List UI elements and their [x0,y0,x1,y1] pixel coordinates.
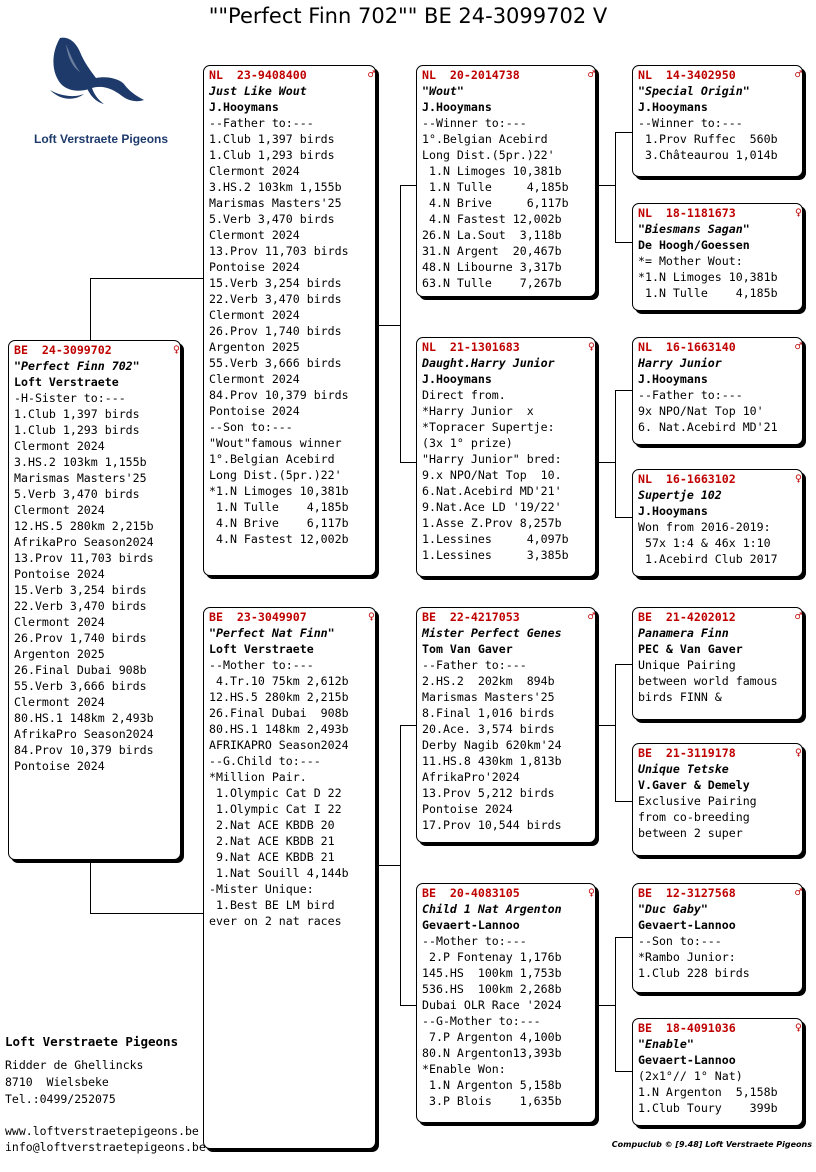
result-line: (3x 1° prize) [422,436,513,450]
result-line: between world famous [638,674,778,688]
result-line: 20.Ace. 3,574 birds [422,722,555,736]
result-line: 1.N Argenton 5,158b [422,1078,562,1092]
result-line: 84.Prov 10,379 birds [14,743,154,757]
pigeon-card-sire-dam [416,337,596,577]
result-line: (2x1°// 1° Nat) [638,1069,743,1083]
pigeon-card-sdd [632,469,803,577]
result-line: 84.Prov 10,379 birds [209,388,349,402]
footer-tel: Tel.:0499/252075 [5,1092,116,1106]
breeder-name: J.Hooymans [638,100,708,114]
connector [90,860,91,913]
result-line: --G.Child to:--- [209,754,321,768]
connector [615,390,616,517]
footer-address [5,1033,178,1108]
ring-number: BE 18-4091036 [638,1021,736,1035]
result-line: 26.N La.Sout 3,118b [422,228,562,242]
ring-number: NL 16-1663102 [638,472,736,486]
result-line: Pontoise 2024 [209,260,300,274]
pigeon-card-dds [632,883,803,993]
breeder-name: Loft Verstraete [14,375,119,389]
result-line: 4.N Fastest 12,002b [209,532,349,546]
ring-number: NL 16-1663140 [638,340,736,354]
result-line: 1°.Belgian Acebird [422,132,548,146]
result-line: AfrikaPro Season2024 [14,727,154,741]
pigeon-name: "Duc Gaby" [638,902,708,916]
result-line: 2.Nat ACE KBDB 20 [209,818,335,832]
result-line: Long Dist.(5pr.)22' [209,468,342,482]
result-line: Won from 2016-2019: [638,520,771,534]
result-line: birds FINN & [638,690,722,704]
result-line: *1.N Limoges 10,381b [209,484,349,498]
pigeon-card-main [8,340,181,860]
breeder-name: J.Hooymans [422,100,492,114]
footer-street: Ridder de Ghellincks [5,1058,144,1072]
result-line: 8.Final 1,016 birds [422,706,555,720]
email-link[interactable]: info@loftverstraetepigeons.be [5,1140,206,1154]
result-line: 1.Club 1,397 birds [14,407,140,421]
footer-city: 8710 Wielsbeke [5,1075,109,1089]
result-line: Marismas Masters'25 [422,690,555,704]
result-line: 57x 1:4 & 46x 1:10 [638,536,771,550]
result-line: Clermont 2024 [209,228,300,242]
result-line: 80.HS.1 148km 2,493b [209,722,349,736]
connector [615,132,633,133]
result-line: 1.Nat Souill 4,144b [209,866,349,880]
result-line: 2.HS.2 202km 894b [422,674,555,688]
result-line: --Mother to:--- [209,658,314,672]
result-line: Pontoise 2024 [14,567,105,581]
result-line: 4.N Brive 6,117b [209,516,349,530]
pigeon-name: "Special Origin" [638,84,750,98]
breeder-name: PEC & Van Gaver [638,642,743,656]
result-line: Clermont 2024 [209,308,300,322]
result-line: 80.N Argenton13,393b [422,1046,562,1060]
result-line: Argenton 2025 [209,340,300,354]
pigeon-name: Panamera Finn [638,626,729,640]
result-line: 80.HS.1 148km 2,493b [14,711,154,725]
result-line: 3.Châteaurou 1,014b [638,148,778,162]
pigeon-name: "Wout" [422,84,464,98]
result-line: *Enable Won: [422,1062,506,1076]
result-line: Marismas Masters'25 [14,471,147,485]
breeder-name: Tom Van Gaver [422,642,513,656]
pigeon-name: Just Like Wout [209,84,307,98]
breeder-name: J.Hooymans [209,100,279,114]
sex-icon: ♂ [795,885,802,899]
website-link[interactable]: www.loftverstraetepigeons.be [5,1124,199,1138]
connector [615,664,633,665]
result-line: *Rambo Junior: [638,950,736,964]
result-line: 12.HS.5 280km 2,215b [14,519,154,533]
result-line: *Harry Junior x [422,404,534,418]
breeder-name: De Hoogh/Goessen [638,238,750,252]
ring-number: NL 14-3402950 [638,68,736,82]
pigeon-name: Supertje 102 [638,488,722,502]
result-line: 1.Best BE LM bird [209,898,335,912]
breeder-name: Loft Verstraete [209,642,314,656]
connector [615,242,633,243]
result-line: 15.Verb 3,254 birds [14,583,147,597]
ring-number: BE 21-3119178 [638,746,736,760]
result-line: Pontoise 2024 [209,404,300,418]
sex-icon: ♀ [588,885,595,899]
result-line: 9.Nat ACE KBDB 21 [209,850,335,864]
result-line: 31.N Argent 20,467b [422,244,562,258]
connector [598,725,615,726]
result-line: 2.P Fontenay 1,176b [422,950,562,964]
result-line: 4.N Brive 6,117b [422,196,569,210]
sex-icon: ♂ [795,67,802,81]
result-line: 12.HS.5 280km 2,215b [209,690,349,704]
result-line: --Winner to:--- [638,116,743,130]
result-line: 9.x NPO/Nat Top 10. [422,468,562,482]
pigeon-name: Unique Tetske [638,762,729,776]
result-line: *1.N Limoges 10,381b [638,270,778,284]
sex-icon: ♀ [795,1020,802,1034]
result-line: Clermont 2024 [14,503,105,517]
result-line: Pontoise 2024 [422,802,513,816]
result-line: 26.Final Dubai 908b [14,663,147,677]
result-line: 1.Prov Ruffec 560b [638,132,778,146]
result-line: 55.Verb 3,666 birds [14,679,147,693]
result-line: 7.P Argenton 4,100b [422,1030,562,1044]
result-line: 1.Acebird Club 2017 [638,552,778,566]
result-line: --Son to:--- [209,420,293,434]
sex-icon: ♂ [368,67,375,81]
pigeon-name: "Enable" [638,1037,694,1051]
connector [400,725,401,1005]
result-line: 1.Olympic Cat I 22 [209,802,342,816]
result-line: 63.N Tulle 7,267b [422,276,562,290]
result-line: 17.Prov 10,544 birds [422,818,562,832]
result-line: 6.Nat.Acebird MD'21' [422,484,562,498]
result-line: ever on 2 nat races [209,914,342,928]
connector [615,937,616,1071]
result-line: 1.N Tulle 4,185b [422,180,569,194]
result-line: AFRIKAPRO Season2024 [209,738,349,752]
sex-icon: ♀ [368,609,375,623]
ring-number: BE 20-4083105 [422,886,520,900]
result-line: 1.N Tulle 4,185b [209,500,349,514]
connector [378,325,400,326]
result-line: 22.Verb 3,470 birds [14,599,147,613]
result-line: 9x NPO/Nat Top 10' [638,404,764,418]
pigeon-name: "Perfect Nat Finn" [209,626,335,640]
result-line: --Father to:--- [422,658,527,672]
pigeon-name: "Biesmans Sagan" [638,222,750,236]
sex-icon: ♀ [795,745,802,759]
result-line: 1.Asse Z.Prov 8,257b [422,516,562,530]
connector [615,801,633,802]
result-line: -Mister Unique: [209,882,314,896]
pigeon-card-ssd [632,203,803,311]
pigeon-card-dam-sire [416,607,596,843]
pigeon-card-dsd [632,743,803,856]
ring-number: BE 21-4202012 [638,610,736,624]
breeder-name: J.Hooymans [638,504,708,518]
result-line: -H-Sister to:--- [14,391,126,405]
copyright-text: Compuclub © [9.48] Loft Verstraete Pigeons [611,1140,812,1149]
result-line: 3.P Blois 1,635b [422,1094,562,1108]
result-line: 5.Verb 3,470 birds [14,487,140,501]
footer-name: Loft Verstraete Pigeons [5,1034,179,1049]
ring-number: BE 24-3099702 [14,343,112,357]
result-line: Pontoise 2024 [14,759,105,773]
ring-number: NL 21-1301683 [422,340,520,354]
result-line: 1.Club 1,293 birds [14,423,140,437]
sex-icon: ♀ [173,342,180,356]
result-line: --Father to:--- [209,116,314,130]
page-title: ""Perfect Finn 702"" BE 24-3099702 V [208,4,608,28]
pigeon-card-sss [632,65,803,177]
ring-number: NL 20-2014738 [422,68,520,82]
breeder-name: Gevaert-Lannoo [638,918,736,932]
result-line: *= Mother Wout: [638,254,743,268]
result-line: 1.N Argenton 5,158b [638,1085,778,1099]
result-line: 1.Club Toury 399b [638,1101,778,1115]
connector [400,185,401,462]
connector [598,185,615,186]
ring-number: NL 18-1181673 [638,206,736,220]
breeder-name: J.Hooymans [638,372,708,386]
result-line: 22.Verb 3,470 birds [209,292,342,306]
result-line: between 2 super [638,826,743,840]
result-line: --Son to:--- [638,934,722,948]
result-line: 1.N Tulle 4,185b [638,286,778,300]
result-line: Long Dist.(5pr.)22' [422,148,555,162]
result-line: 1.Olympic Cat D 22 [209,786,342,800]
connector [378,865,400,866]
result-line: --Mother to:--- [422,934,527,948]
connector [90,278,205,279]
pigeon-card-ddd [632,1018,803,1126]
pigeon-name: Mister Perfect Genes [422,626,562,640]
connector [90,278,91,340]
result-line: 3.HS.2 103km 1,155b [209,180,342,194]
result-line: from co-breeding [638,810,750,824]
result-line: 1.Club 1,293 birds [209,148,335,162]
ring-number: BE 23-3049907 [209,610,307,624]
result-line: Argenton 2025 [14,647,105,661]
result-line: 1.Lessines 3,385b [422,548,569,562]
connector [598,1005,615,1006]
pigeon-logo-icon [40,30,150,120]
result-line: 145.HS 100km 1,753b [422,966,562,980]
result-line: 9.Nat.Ace LD '19/22' [422,500,562,514]
result-line: Clermont 2024 [14,615,105,629]
ring-number: BE 12-3127568 [638,886,736,900]
sex-icon: ♀ [588,339,595,353]
result-line: *Topracer Supertje: [422,420,555,434]
result-line: Clermont 2024 [209,164,300,178]
pigeon-card-dam-dam [416,883,596,1123]
pigeon-card-sds [632,337,803,445]
sex-icon: ♂ [588,67,595,81]
breeder-name: J.Hooymans [422,372,492,386]
pigeon-name: "Perfect Finn 702" [14,359,140,373]
logo-text: Loft Verstraete Pigeons [34,132,169,146]
result-line: 4.N Fastest 12,002b [422,212,562,226]
result-line: AfrikaPro Season2024 [14,535,154,549]
result-line: Direct from. [422,388,506,402]
result-line: 55.Verb 3,666 birds [209,356,342,370]
pigeon-card-sire-sire [416,65,596,297]
ring-number: NL 23-9408400 [209,68,307,82]
result-line: 1.Club 1,397 birds [209,132,335,146]
result-line: 6. Nat.Acebird MD'21 [638,420,778,434]
pigeon-name: Child 1 Nat Argenton [422,902,562,916]
result-line: *Million Pair. [209,770,307,784]
result-line: Clermont 2024 [14,439,105,453]
result-line: "Wout"famous winner [209,436,342,450]
result-line: 26.Final Dubai 908b [209,706,349,720]
result-line: Dubai OLR Race '2024 [422,998,562,1012]
pigeon-card-dss [632,607,803,720]
result-line: Derby Nagib 620km'24 [422,738,562,752]
connector [598,462,615,463]
result-line: Marismas Masters'25 [209,196,342,210]
pigeon-name: Daught.Harry Junior [422,356,555,370]
connector [615,517,633,518]
result-line: Unique Pairing [638,658,736,672]
sex-icon: ♀ [795,471,802,485]
result-line: 26.Prov 1,740 birds [209,324,342,338]
sex-icon: ♂ [795,609,802,623]
result-line: --Winner to:--- [422,116,527,130]
result-line: 15.Verb 3,254 birds [209,276,342,290]
result-line: 3.HS.2 103km 1,155b [14,455,147,469]
connector [615,937,633,938]
result-line: 1.N Limoges 10,381b [422,164,562,178]
result-line: 4.Tr.10 75km 2,612b [209,674,349,688]
result-line: 2.Nat ACE KBDB 21 [209,834,335,848]
result-line: AfrikaPro'2024 [422,770,520,784]
connector [615,132,616,242]
result-line: 536.HS 100km 2,268b [422,982,562,996]
result-line: --G-Mother to:--- [422,1014,541,1028]
result-line: Exclusive Pairing [638,794,757,808]
result-line: 13.Prov 11,703 birds [14,551,154,565]
result-line: 13.Prov 5,212 birds [422,786,555,800]
sex-icon: ♂ [588,609,595,623]
connector [615,664,616,801]
result-line: 11.HS.8 430km 1,813b [422,754,562,768]
connector [90,913,205,914]
result-line: 48.N Libourne 3,317b [422,260,562,274]
pigeon-card-dam [203,607,376,1149]
result-line: 26.Prov 1,740 birds [14,631,147,645]
footer-contact [5,1123,206,1155]
breeder-name: Gevaert-Lannoo [422,918,520,932]
result-line: 13.Prov 11,703 birds [209,244,349,258]
pigeon-name: Harry Junior [638,356,722,370]
result-line: 1.Lessines 4,097b [422,532,569,546]
result-line: Clermont 2024 [209,372,300,386]
result-line: 5.Verb 3,470 birds [209,212,335,226]
pigeon-card-sire [203,65,376,576]
breeder-name: V.Gaver & Demely [638,778,750,792]
result-line: 1.Club 228 birds [638,966,750,980]
ring-number: BE 22-4217053 [422,610,520,624]
connector [615,1071,633,1072]
sex-icon: ♂ [795,339,802,353]
result-line: Clermont 2024 [14,695,105,709]
result-line: 1°.Belgian Acebird [209,452,335,466]
sex-icon: ♀ [795,205,802,219]
result-line: --Father to:--- [638,388,743,402]
result-line: "Harry Junior" bred: [422,452,562,466]
breeder-name: Gevaert-Lannoo [638,1053,736,1067]
connector [615,390,633,391]
